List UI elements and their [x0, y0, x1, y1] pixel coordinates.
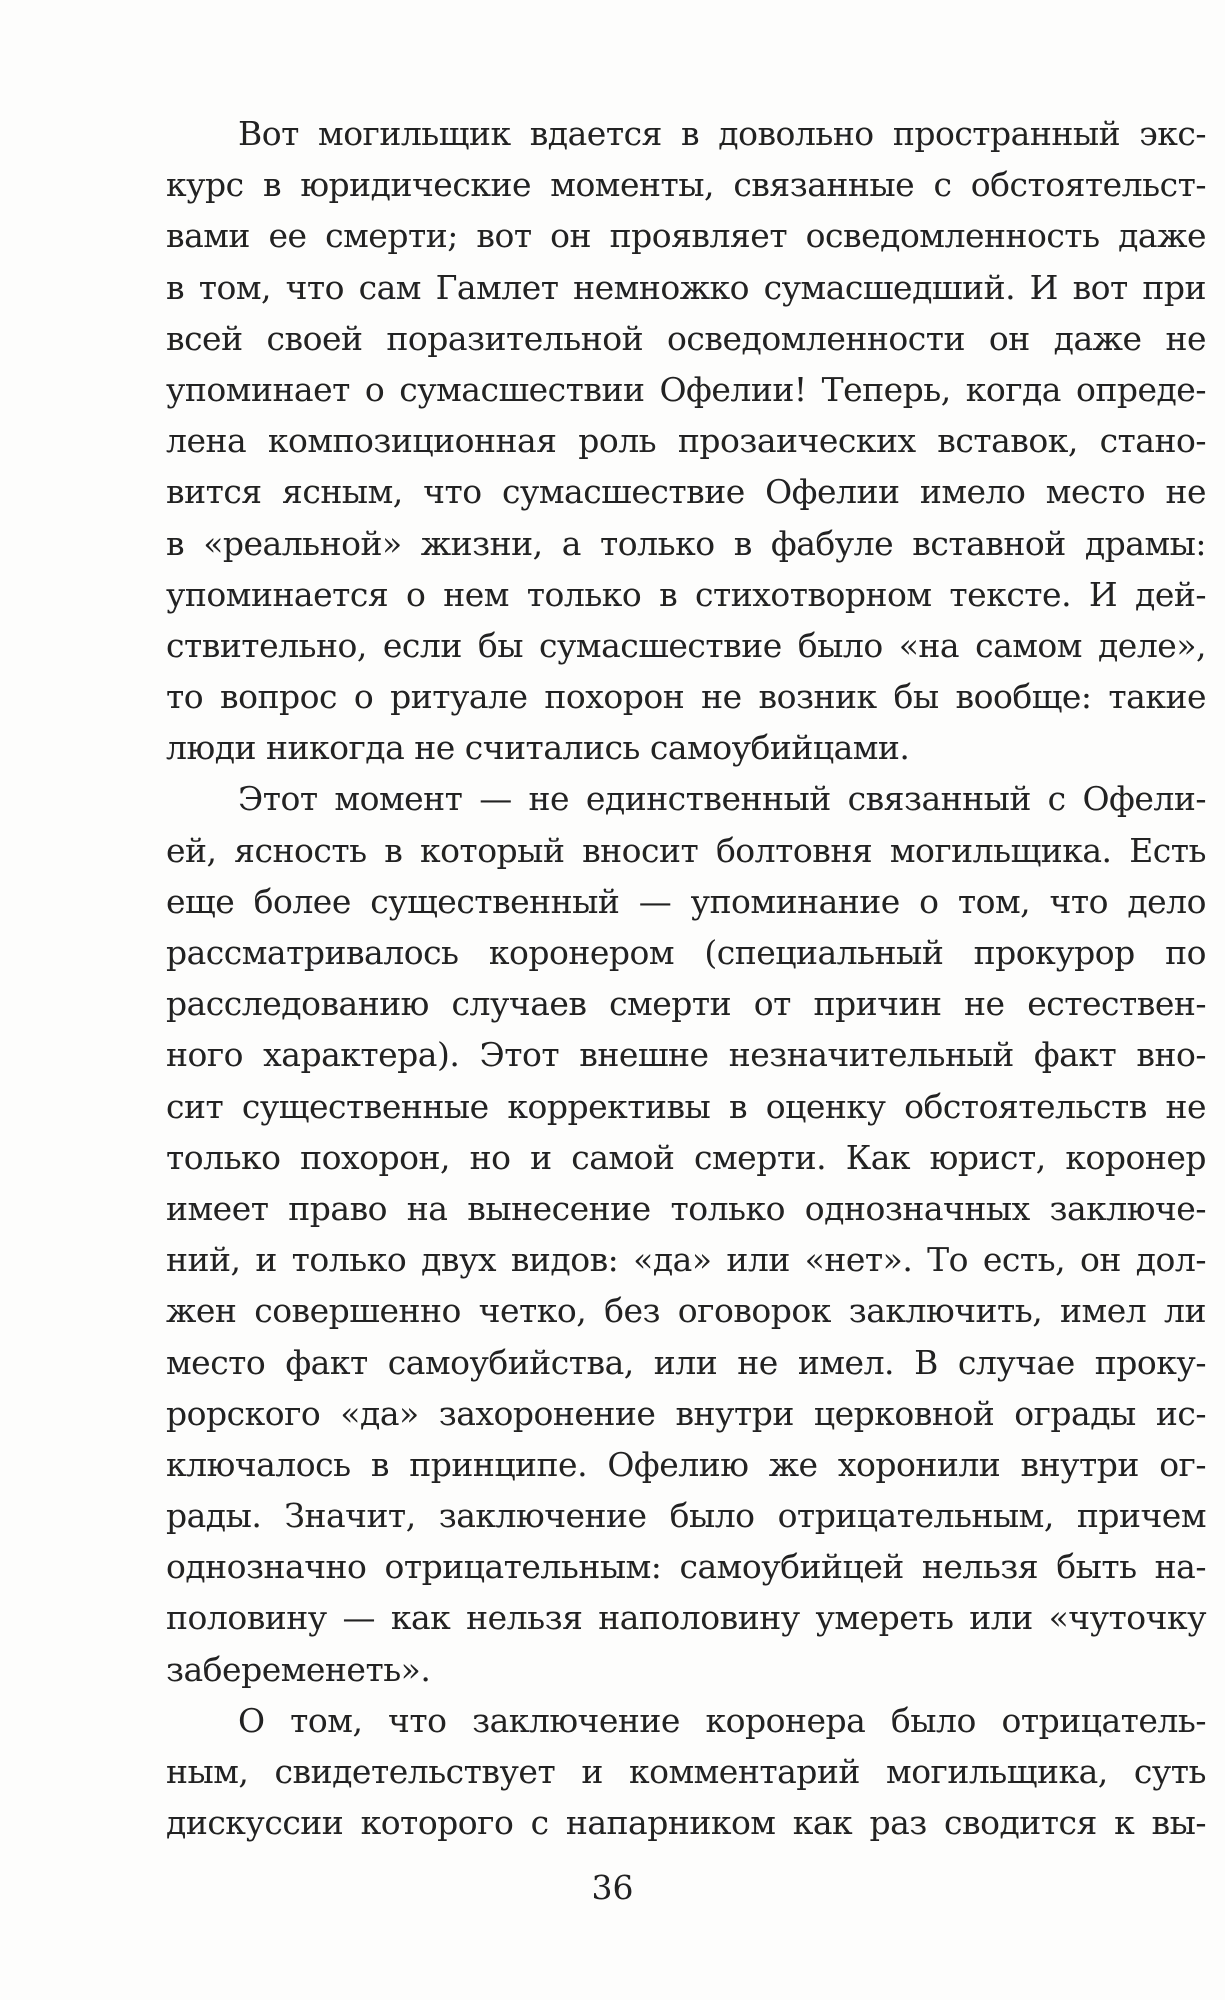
text-line: Этот момент — не единственный связанный с Офели- [238, 779, 1206, 819]
page-number: 36 [591, 1868, 634, 1907]
text-line: рорского «да» захоронение внутри церковной ограды ис- [166, 1393, 1206, 1433]
body-text [166, 108, 1206, 1848]
text-line: О том, что заключение коронера было отрицатель- [238, 1700, 1206, 1740]
text-line: однозначно отрицательным: самоубийцей нельзя быть на- [166, 1547, 1206, 1587]
text-line: всей своей поразительной осведомленности он даже не [166, 318, 1206, 358]
text-line: имеет право на вынесение только однозначных заключе- [166, 1188, 1206, 1228]
text-line: вами ее смерти; вот он проявляет осведомленность даже [166, 216, 1206, 256]
text-line: в том, что сам Гамлет немножко сумасшедший. И вот при [166, 267, 1206, 307]
text-line: расследованию случаев смерти от причин не естествен- [166, 984, 1206, 1024]
text-line: вится ясным, что сумасшествие Офелии имело место не [166, 472, 1206, 512]
text-line: люди никогда не считались самоубийцами. [166, 728, 910, 768]
text-line: рады. Значит, заключение было отрицательным, причем [166, 1496, 1206, 1536]
text-line: половину — как нельзя наполовину умереть или «чуточку [166, 1598, 1206, 1638]
text-line: ствительно, если бы сумасшествие было «на самом деле», [166, 625, 1206, 665]
text-line: ний, и только двух видов: «да» или «нет». То есть, он дол- [166, 1240, 1206, 1280]
text-line: еще более существенный — упоминание о том, что дело [166, 881, 1206, 921]
text-line: только похорон, но и самой смерти. Как юрист, коронер [166, 1137, 1206, 1177]
text-line: ключалось в принципе. Офелию же хоронили внутри ог- [166, 1444, 1206, 1484]
text-line: ного характера). Этот внешне незначительный факт вно- [166, 1035, 1206, 1075]
text-line: Вот могильщик вдается в довольно пространный экс- [238, 114, 1206, 153]
text-line: упоминается о нем только в стихотворном тексте. И дей- [166, 574, 1206, 614]
text-line: ным, свидетельствует и комментарий могильщика, суть [166, 1752, 1206, 1791]
text-line: сит существенные коррективы в оценку обстоятельств не [166, 1086, 1206, 1126]
text-line: в «реальной» жизни, а только в фабуле вставной драмы: [166, 523, 1206, 563]
text-line: курс в юридические моменты, связанные с обстоятельст- [166, 165, 1206, 205]
text-line: жен совершенно четко, без оговорок заключить, имел ли [166, 1291, 1206, 1331]
text-line: то вопрос о ритуале похорон не возник бы вообще: такие [166, 677, 1206, 717]
text-line: ей, ясность в который вносит болтовня могильщика. Есть [166, 830, 1206, 870]
text-line: дискуссии которого с напарником как раз сводится к вы- [166, 1803, 1206, 1843]
text-line: рассматривалось коронером (специальный прокурор по [166, 933, 1206, 972]
text-line: лена композиционная роль прозаических вставок, стано- [166, 421, 1206, 461]
text-line: упоминает о сумасшествии Офелии! Теперь, когда опреде- [166, 369, 1206, 409]
text-line: место факт самоубийства, или не имел. В случае проку- [166, 1342, 1206, 1382]
text-line: забеременеть». [166, 1649, 431, 1689]
